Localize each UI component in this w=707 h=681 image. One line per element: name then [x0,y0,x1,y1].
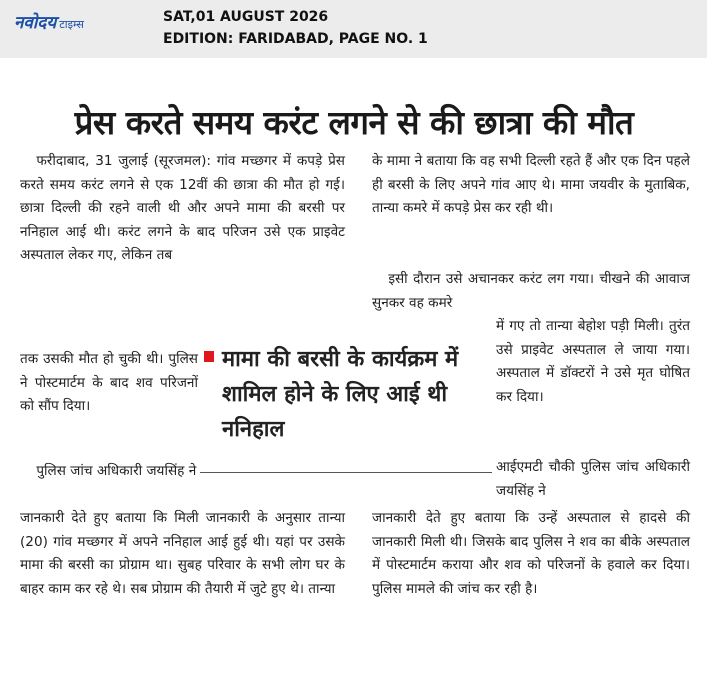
edition-date: SAT,01 AUGUST 2026 [163,9,329,25]
right-column-paragraph-2-continued: में गए तो तान्या बेहोश पड़ी मिली। तुरंत उसे प्राइवेट अस्पताल ले जाया गया। अस्पताल में डॉक्टरों ने उसे मृत घोषित कर दिया। [496,318,690,405]
edition-page: EDITION: FARIDABAD, PAGE NO. 1 [163,31,428,47]
pull-quote-rule [200,472,492,473]
left-column-paragraph-1: फरीदाबाद, 31 जुलाई (सूरजमल): गांव मच्छगर में कपड़े प्रेस करते समय करंट लगने से एक 12वीं की छात्रा की मौत हो गई। छात्रा दिल्ली की रहने वाली थी और अपने मामा की बरसी पर ननिहाल आई थी। करंट लगने के बाद परिजन उसे एक प्राइवेट अस्पताल लेकर गए, लेकिन तब [20,153,345,263]
right-column-paragraph-2: इसी दौरान उसे अचानकर करंट लग गया। चीखने की आवाज सुनकर वह कमरे [372,271,690,311]
logo-main-text: नवोदय [14,13,57,33]
right-column-paragraph-3-rest: जानकारी देते हुए बताया कि उन्हें अस्पताल से हादसे की जानकारी मिली थी। जिसके बाद पुलिस ने शव का बीके अस्पताल में पोस्टमार्टम कराया और शव को परिजनों के हवाले कर दिया। पुलिस मामले की जांच कर रही है। [372,510,690,597]
quote-marker-square [204,351,214,362]
left-column-paragraph-1-continued: तक उसकी मौत हो चुकी थी। पुलिस ने पोस्टमार्टम के बाद शव परिजनों को सौंप दिया। [20,351,198,414]
left-column-paragraph-2-start: पुलिस जांच अधिकारी जयसिंह ने [36,463,197,479]
article-headline: प्रेस करते समय करंट लगने से की छात्रा की मौत [74,103,634,143]
logo-sub-text: टाइम्स [59,18,84,31]
left-column-paragraph-2-rest: जानकारी देते हुए बताया कि मिली जानकारी के अनुसार तान्या (20) गांव मच्छगर में अपने ननिहाल आई हुई थी। यहां पर उसके मामा की बरसी का प्रोग्राम था। सुबह परिवार के सभी लोग घर के बाहर काम कर रहे थे। सब प्रोग्राम की तैयारी में जुटे हुए थे। तान्या [20,510,345,597]
right-column-paragraph-3-start: आईएमटी चौकी पुलिस जांच अधिकारी जयसिंह ने [496,459,690,499]
edition-header [0,0,707,58]
right-column-paragraph-1: के मामा ने बताया कि वह सभी दिल्ली रहते हैं और एक दिन पहले ही बरसी के लिए अपने गांव आए थे। मामा जयवीर के मुताबिक, तान्या कमरे में कपड़े प्रेस कर रही थी। [372,153,690,216]
pull-quote-text: मामा की बरसी के कार्यक्रम में शामिल होने के लिए आई थी ननिहाल [222,347,459,442]
newspaper-logo [14,10,84,34]
pull-quote [200,338,492,458]
